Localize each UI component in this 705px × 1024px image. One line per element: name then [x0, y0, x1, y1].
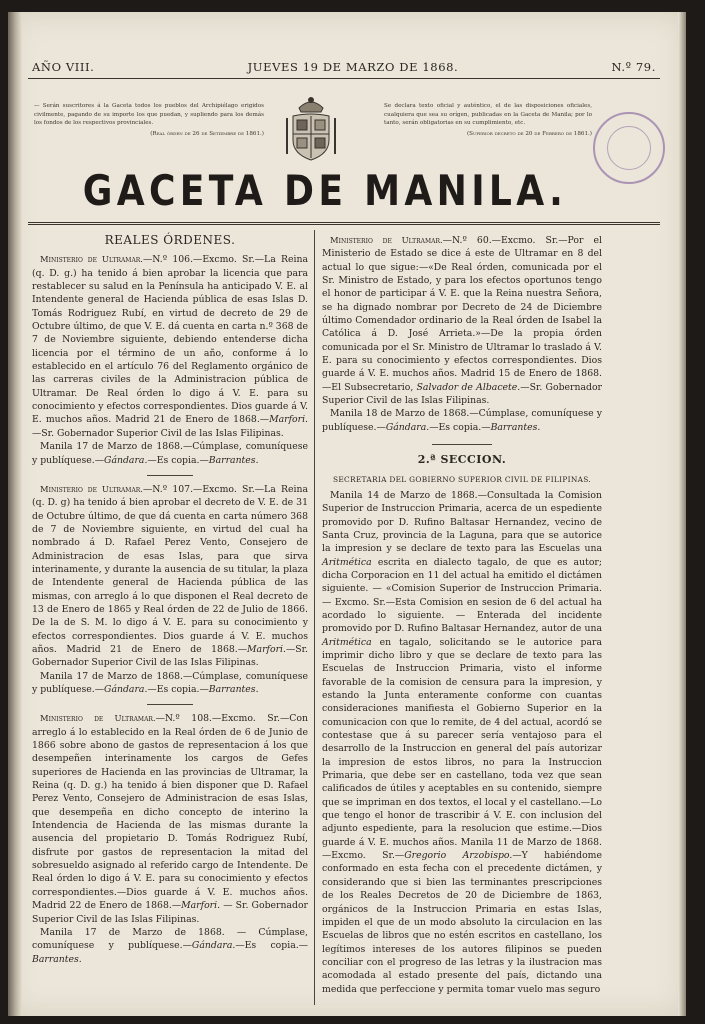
secretariat-subheading: SECRETARIA DEL GOBIERNO SUPERIOR CIVIL DE FILIPINAS.	[332, 474, 592, 484]
subscription-notice-ref: (Real órden de 26 de Setiembre de 1861.)	[150, 130, 264, 137]
masthead-title: GACETA DE MANILA.	[82, 166, 568, 215]
page-edge	[678, 12, 686, 1016]
column-divider	[314, 230, 315, 1005]
official-text-notice-ref: (Superior decreto de 20 de Febrero de 1861.)	[466, 130, 592, 137]
header-line	[32, 60, 656, 74]
subscription-notice-text: — Serán suscritores á la Gaceta todos los pueblos del Archipiélago erigidos civilmente, pagando de su importe los que puedan, y supliendo para los demás los fondos de los respectivos provinciales.	[34, 103, 264, 127]
right-column	[322, 234, 602, 996]
royal-order-107	[32, 483, 308, 697]
newspaper-page	[8, 12, 686, 1016]
masthead-rule	[28, 222, 660, 225]
royal-order-108	[32, 712, 308, 966]
library-stamp-icon	[593, 112, 665, 184]
binding-spine	[8, 12, 22, 1016]
entry-separator	[147, 704, 193, 705]
official-text-notice-text: Se declara texto oficial y auténtico, el de las disposiciones oficiales, cualquiera que sea su orígen, publicadas en la Gaceta de Manila; por lo tanto, serán obligatorias en su cumplimiento, etc.	[384, 103, 592, 127]
order-body: Ministerio de Ultramar.—N.º 108.—Excmo. Sr.—Con arreglo á lo establecido en la Real órden de 6 de Junio de 1866 sobre abono de gastos de representacion á los que desempeñen interinamente los cargos de Gefes superiores de Hacienda en las provincias de Ultramar, la Reina (q. D. g.) ha tenido á bien disponer que D. Rafael Perez Vento, Consejero de Administracion de esas Islas, que desempeña en dicho concepto de interino la Intendencia de Hacienda de las mismas durante la ausencia del propietario D. Tomás Rodriguez Rubí, disfrute por gastos de representacion la mitad del sobresueldo asignado al referido cargo de Intendente. De Real órden lo digo á V. E. para su conocimiento y efectos correspondientes.—Dios guarde á V. E. muchos años. Madrid 22 de Enero de 1868.—Marfori. — Sr. Gobernador Superior Civil de las Islas Filipinas.	[32, 713, 308, 925]
order-compliance: Manila 17 de Marzo de 1868. — Cúmplase, comuníquese y publíquese.—Gándara.—Es copia.—Barrantes.	[32, 926, 308, 965]
order-compliance: Manila 17 de Marzo de 1868.—Cúmplase, comuníquese y publíquese.—Gándara.—Es copia.—Barrantes.	[32, 441, 308, 466]
consultation-paragraph: Manila 14 de Marzo de 1868.—Consultada la Comision Superior de Instruccion Primaria, acerca de un espediente promovido por D. Rufino Baltasar Hernandez, vecino de Santa Cruz, provincia de la Laguna, para que se autorice la impresion y se declare de texto para las Escuelas una Aritmética escrita en dialecto tagalo, de que es autor; dicha Corporacion en 11 del actual ha emitido el dictámen siguiente. — «Comision Superior de Instruccion Primaria.— Excmo. Sr.—Esta Comision en sesion de 6 del actual ha acordado lo siguiente. — Enterada del incidente promovido por D. Rufino Baltasar Hernandez, autor de una Aritmética en tagalo, solicitando se le autorice para imprimir dicho libro y que se declare de texto para las Escuelas de Instruccion Primaria, visto el informe favorable de la comision de censura para la impresion, y estando la Junta enteramente conforme con cuantas consideraciones manifiesta el Gobierno Superior en la comunicacion con que lo remite, de 4 del actual, acordó se contestase que á su parecer sería ventajoso para el desarrollo de la Instruccion en general del país autorizar la impresion de estos libros, no para la Instruccion Primaria, que debe ser en castellano, toda vez que sean calificados de útiles y aceptables en su contenido, siempre que se impriman en dos textos, el local y el castellano.—Lo que tengo el honor de trascribir á V. E. con inclusion del adjunto espediente, para la resolucion que estime.—Dios guarde á V. E. muchos años. Manila 11 de Marzo de 1868.—Excmo. Sr.—Gregorio Arzobispo.—Y habiéndome conformado en esta fecha con el precedente dictámen, y considerando que si bien las terminantes prescripciones de los Reales Decretos de 20 de Diciembre de 1863, orgánicos de la Instruccion Primaria en estas Islas, impiden el que de un modo absoluto la circulacion en las Escuelas de libros que no estén escritos en castellano, los legítimos intereses de los autores filipinos se pueden conciliar con el progreso de las letras y la ilustracion mas acomodada al estado presente del país, dictando una medida que perfeccione y permita tomar vuelo mas seguro	[322, 489, 602, 995]
order-compliance: Manila 18 de Marzo de 1868.—Cúmplase, comuníquese y publíquese.—Gándara.—Es copia.—Barrantes.	[322, 408, 602, 433]
order-body: Ministerio de Ultramar.—N.º 106.—Excmo. Sr.—La Reina (q. D. g.) ha tenido á bien aprobar la licencia que para restablecer su salud en la Península ha anticipado V. E. al Intendente general de Hacienda pública de esas Islas D. Tomás Rodriguez Rubí, en virtud de decreto de 29 de Octubre último, de que V. E. dá cuenta en carta n.º 368 de 7 de Noviembre siguiente, debiendo entenderse dicha licencia por el término de un año, conforme á lo establecido en el artículo 76 del Reglamento orgánico de las carreras civiles de la Administracion pública de Ultramar. De Real órden lo digo á V. E. para su conocimiento y efectos correspondientes. Dios guarde á V. E. muchos años. Madrid 21 de Enero de 1868.—Marfori.—Sr. Gobernador Superior Civil de las Islas Filipinas.	[32, 254, 308, 439]
royal-order-106	[32, 253, 308, 467]
subscription-notice	[34, 102, 264, 138]
second-section-title: 2.ª SECCION.	[417, 453, 507, 467]
entry-separator	[432, 444, 492, 445]
royal-crest-icon	[285, 94, 337, 164]
official-text-notice	[384, 102, 592, 138]
issue-number: N.º 79.	[611, 60, 656, 74]
issue-date: JUEVES 19 DE MARZO DE 1868.	[247, 60, 459, 74]
order-compliance: Manila 17 de Marzo de 1868.—Cúmplase, comuníquese y publíquese.—Gándara.—Es copia.—Barrantes.	[32, 670, 308, 695]
order-body: Ministerio de Ultramar.—N.º 60.—Excmo. Sr.—Por el Ministerio de Estado se dice á este de Ultramar en 8 del actual lo que sigue:—«De Real órden, comunicada por el Sr. Ministro de Estado, y para los efectos oportunos tengo el honor de participar á V. E. que la Reina nuestra Señora, se ha dignado nombrar por Decreto de 24 de Diciembre último Comendador ordinario de la Real órden de Isabel la Católica á D. José Arrieta.»—De la propia órden comunicada por el Sr. Ministro de Ultramar lo traslado á V. E. para su conocimiento y efectos correspondientes. Dios guarde á V. E. muchos años. Madrid 15 de Enero de 1868.—El Subsecretario, Salvador de Albacete.—Sr. Gobernador Superior Civil de las Islas Filipinas.	[322, 235, 603, 407]
royal-order-60	[322, 234, 602, 434]
entry-separator	[147, 475, 193, 476]
left-column	[32, 234, 308, 966]
reales-ordenes-title: REALES ÓRDENES.	[104, 233, 236, 247]
header-rule	[28, 78, 660, 79]
issue-year: AÑO VIII.	[32, 60, 95, 74]
order-body: Ministerio de Ultramar.—N.º 107.—Excmo. Sr.—La Reina (q. D. g) ha tenido á bien aprobar el decreto de V. E. de 31 de Octubre último, de que dá cuenta en carta número 368 de 7 de Noviembre siguiente, en virtud del cual ha nombrado á D. Rafael Perez Vento, Consejero de Administracion de esas Islas, para que sirva interinamente, y durante la ausencia de su titular, la plaza de Intendente general de Hacienda pública de las mismas, con arreglo á lo que disponen el Real decreto de 13 de Enero de 1865 y Real órden de 22 de Julio de 1866. De la de S. M. lo digo á V. E. para su conocimiento y efectos correspondientes. Dios guarde á V. E. muchos años. Madrid 21 de Enero de 1868.—Marfori.—Sr. Gobernador Superior Civil de las Islas Filipinas.	[32, 483, 308, 669]
